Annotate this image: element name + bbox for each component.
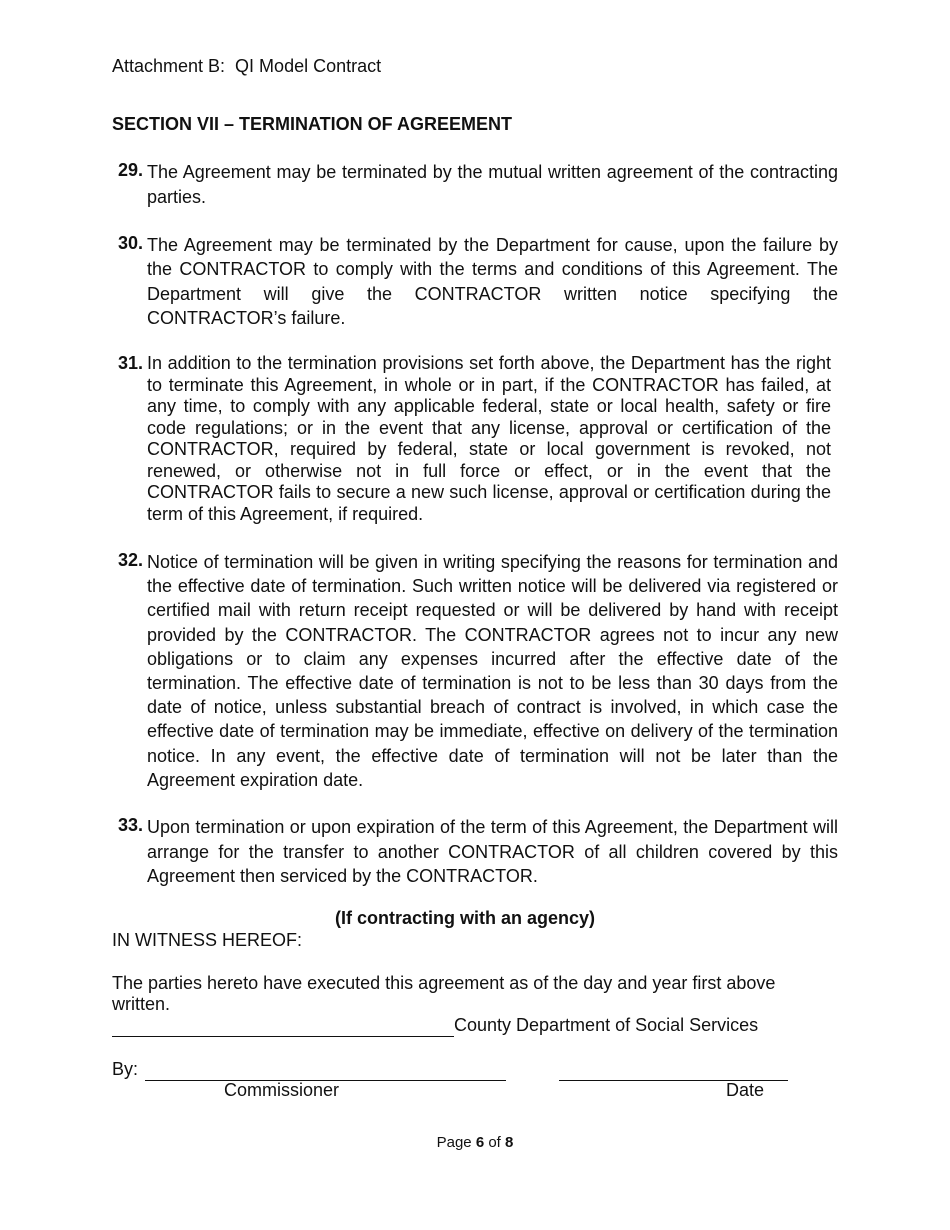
- section-title: SECTION VII – TERMINATION OF AGREEMENT: [112, 114, 513, 134]
- page-number: [0, 1134, 950, 1151]
- clause-number: 31.: [118, 353, 144, 373]
- page-word: Page: [436, 1134, 472, 1151]
- parties-statement: The parties hereto have executed this agreement as of the day and year first above written.: [112, 973, 776, 1014]
- date-label: Date: [726, 1080, 765, 1100]
- clause-number: 32.: [118, 550, 144, 570]
- witness-heading: IN WITNESS HEREOF:: [112, 930, 303, 950]
- current-page: 6: [475, 1134, 485, 1151]
- of-word: of: [488, 1134, 501, 1151]
- clause-number: 29.: [118, 160, 144, 180]
- clause-number: 30.: [118, 233, 144, 253]
- attachment-header: Attachment B: QI Model Contract: [112, 56, 382, 76]
- total-pages: 8: [505, 1134, 514, 1151]
- clause-text: The Agreement may be terminated by the mutual written agreement of the contracting parties.: [147, 162, 838, 207]
- by-label: By:: [112, 1059, 139, 1079]
- clause-text: Notice of termination will be given in writing specifying the reasons for termination and the effective date of termination. Such written notice will be delivered via registered or certified mail with return receipt requested or will be delivered by hand with receipt provided by the CONTRACTOR. The CONTRACTOR agrees not to incur any new obligations or to claim any expenses incurred after the effective date of the termination. The effective date of termination is not to be less than 30 days from the date of notice, unless substantial breach of contract is involved, in which case the effective date of termination may be immediate, effective on delivery of the termination notice. In any event, the effective date of termination will not be later than the Agreement expiration date.: [147, 552, 838, 790]
- agency-note: (If contracting with an agency): [335, 908, 596, 928]
- commissioner-label: Commissioner: [224, 1080, 340, 1100]
- clause-text: Upon termination or upon expiration of the term of this Agreement, the Department will arrange for the transfer to another CONTRACTOR of all children covered by this Agreement then serviced by the CONTRACTOR.: [147, 817, 838, 886]
- clause-text: The Agreement may be terminated by the Department for cause, upon the failure by the CONTRACTOR to comply with the terms and conditions of this Agreement. The Department will give the CONTRACTOR written notice specifying the CONTRACTOR’s failure.: [147, 235, 838, 328]
- clause-text: In addition to the termination provisions set forth above, the Department has the right to terminate this Agreement, in whole or in part, if the CONTRACTOR has failed, at any time, to comply with any applicable federal, state or local health, safety or fire code regulations; or in the event that any license, approval or certification of the CONTRACTOR, required by federal, state or local government is revoked, not renewed, or otherwise not in full force or effect, or in the event that the CONTRACTOR fails to secure a new such license, approval or certification during the term of this Agreement, if required.: [147, 353, 831, 524]
- date-blank[interactable]: [559, 1059, 788, 1081]
- county-name-blank[interactable]: [112, 1015, 454, 1037]
- county-label: County Department of Social Services: [454, 1015, 759, 1035]
- commissioner-signature-blank[interactable]: [145, 1059, 506, 1081]
- clause-number: 33.: [118, 815, 144, 835]
